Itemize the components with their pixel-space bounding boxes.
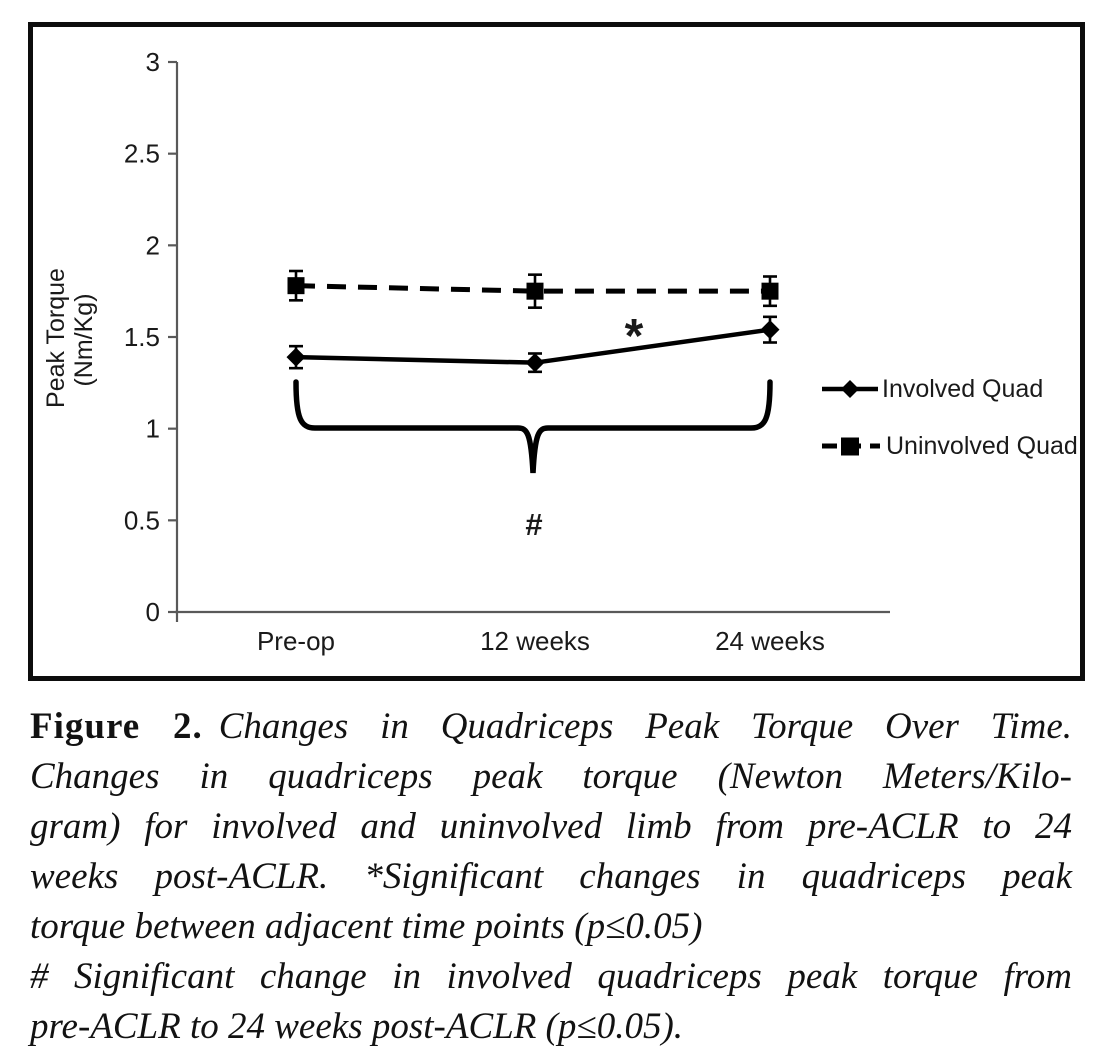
y-tick-label: 1.5 [123, 322, 160, 352]
caption-line: weeks post-ACLR. *Significant changes in quadriceps peak [30, 856, 1072, 897]
y-tick-label: 0 [145, 597, 160, 627]
significance-star: * [624, 310, 644, 363]
marker-diamond [287, 348, 306, 367]
legend-square-marker [841, 438, 859, 456]
figure-caption [30, 702, 1072, 1052]
y-tick-label: 0.5 [123, 505, 160, 536]
y-tick-label: 2.5 [123, 138, 160, 169]
legend-item-uninvolved [822, 432, 1078, 460]
legend-label-uninvolved: Uninvolved Quad [886, 432, 1078, 460]
significance-brace [296, 382, 770, 473]
figure-number-label: Figure 2. [30, 706, 203, 747]
legend-diamond-marker [841, 380, 859, 398]
marker-square [527, 283, 544, 300]
x-category-label: Pre-op [256, 626, 336, 656]
caption-title: Changes in Quadriceps Peak Torque Over Time. [218, 706, 1072, 747]
figure-border [31, 25, 1083, 679]
marker-diamond [526, 353, 545, 372]
legend-item-involved [822, 375, 1043, 403]
y-tick-label: 3 [145, 47, 160, 77]
caption-line: pre-ACLR to 24 weeks post-ACLR (p≤0.05). [30, 1006, 684, 1047]
caption-line: torque between adjacent time points (p≤0.05) [30, 906, 703, 947]
marker-diamond [761, 320, 780, 339]
caption-line [30, 702, 1072, 752]
marker-square [762, 283, 779, 300]
caption-line: Changes in quadriceps peak torque (Newton Meters/Kilo- [30, 756, 1072, 797]
data-series-layer [287, 271, 780, 372]
legend-label-involved: Involved Quad [882, 375, 1044, 403]
y-axis-title-line1: Peak Torque [42, 268, 70, 408]
y-axis-title-line2: (Nm/Kg) [70, 293, 98, 387]
axes [124, 47, 890, 656]
caption-line: # Significant change in involved quadriceps peak torque from [30, 956, 1072, 997]
x-category-label: 12 weeks [480, 626, 590, 656]
y-tick-label: 1 [145, 413, 160, 444]
y-tick-label: 2 [145, 230, 160, 261]
significance-hash: # [525, 507, 543, 542]
caption-line: gram) for involved and uninvolved limb from pre-ACLR to 24 [30, 806, 1072, 847]
legend [822, 375, 1078, 460]
marker-square [288, 277, 305, 294]
x-category-label: 24 weeks [715, 626, 825, 656]
